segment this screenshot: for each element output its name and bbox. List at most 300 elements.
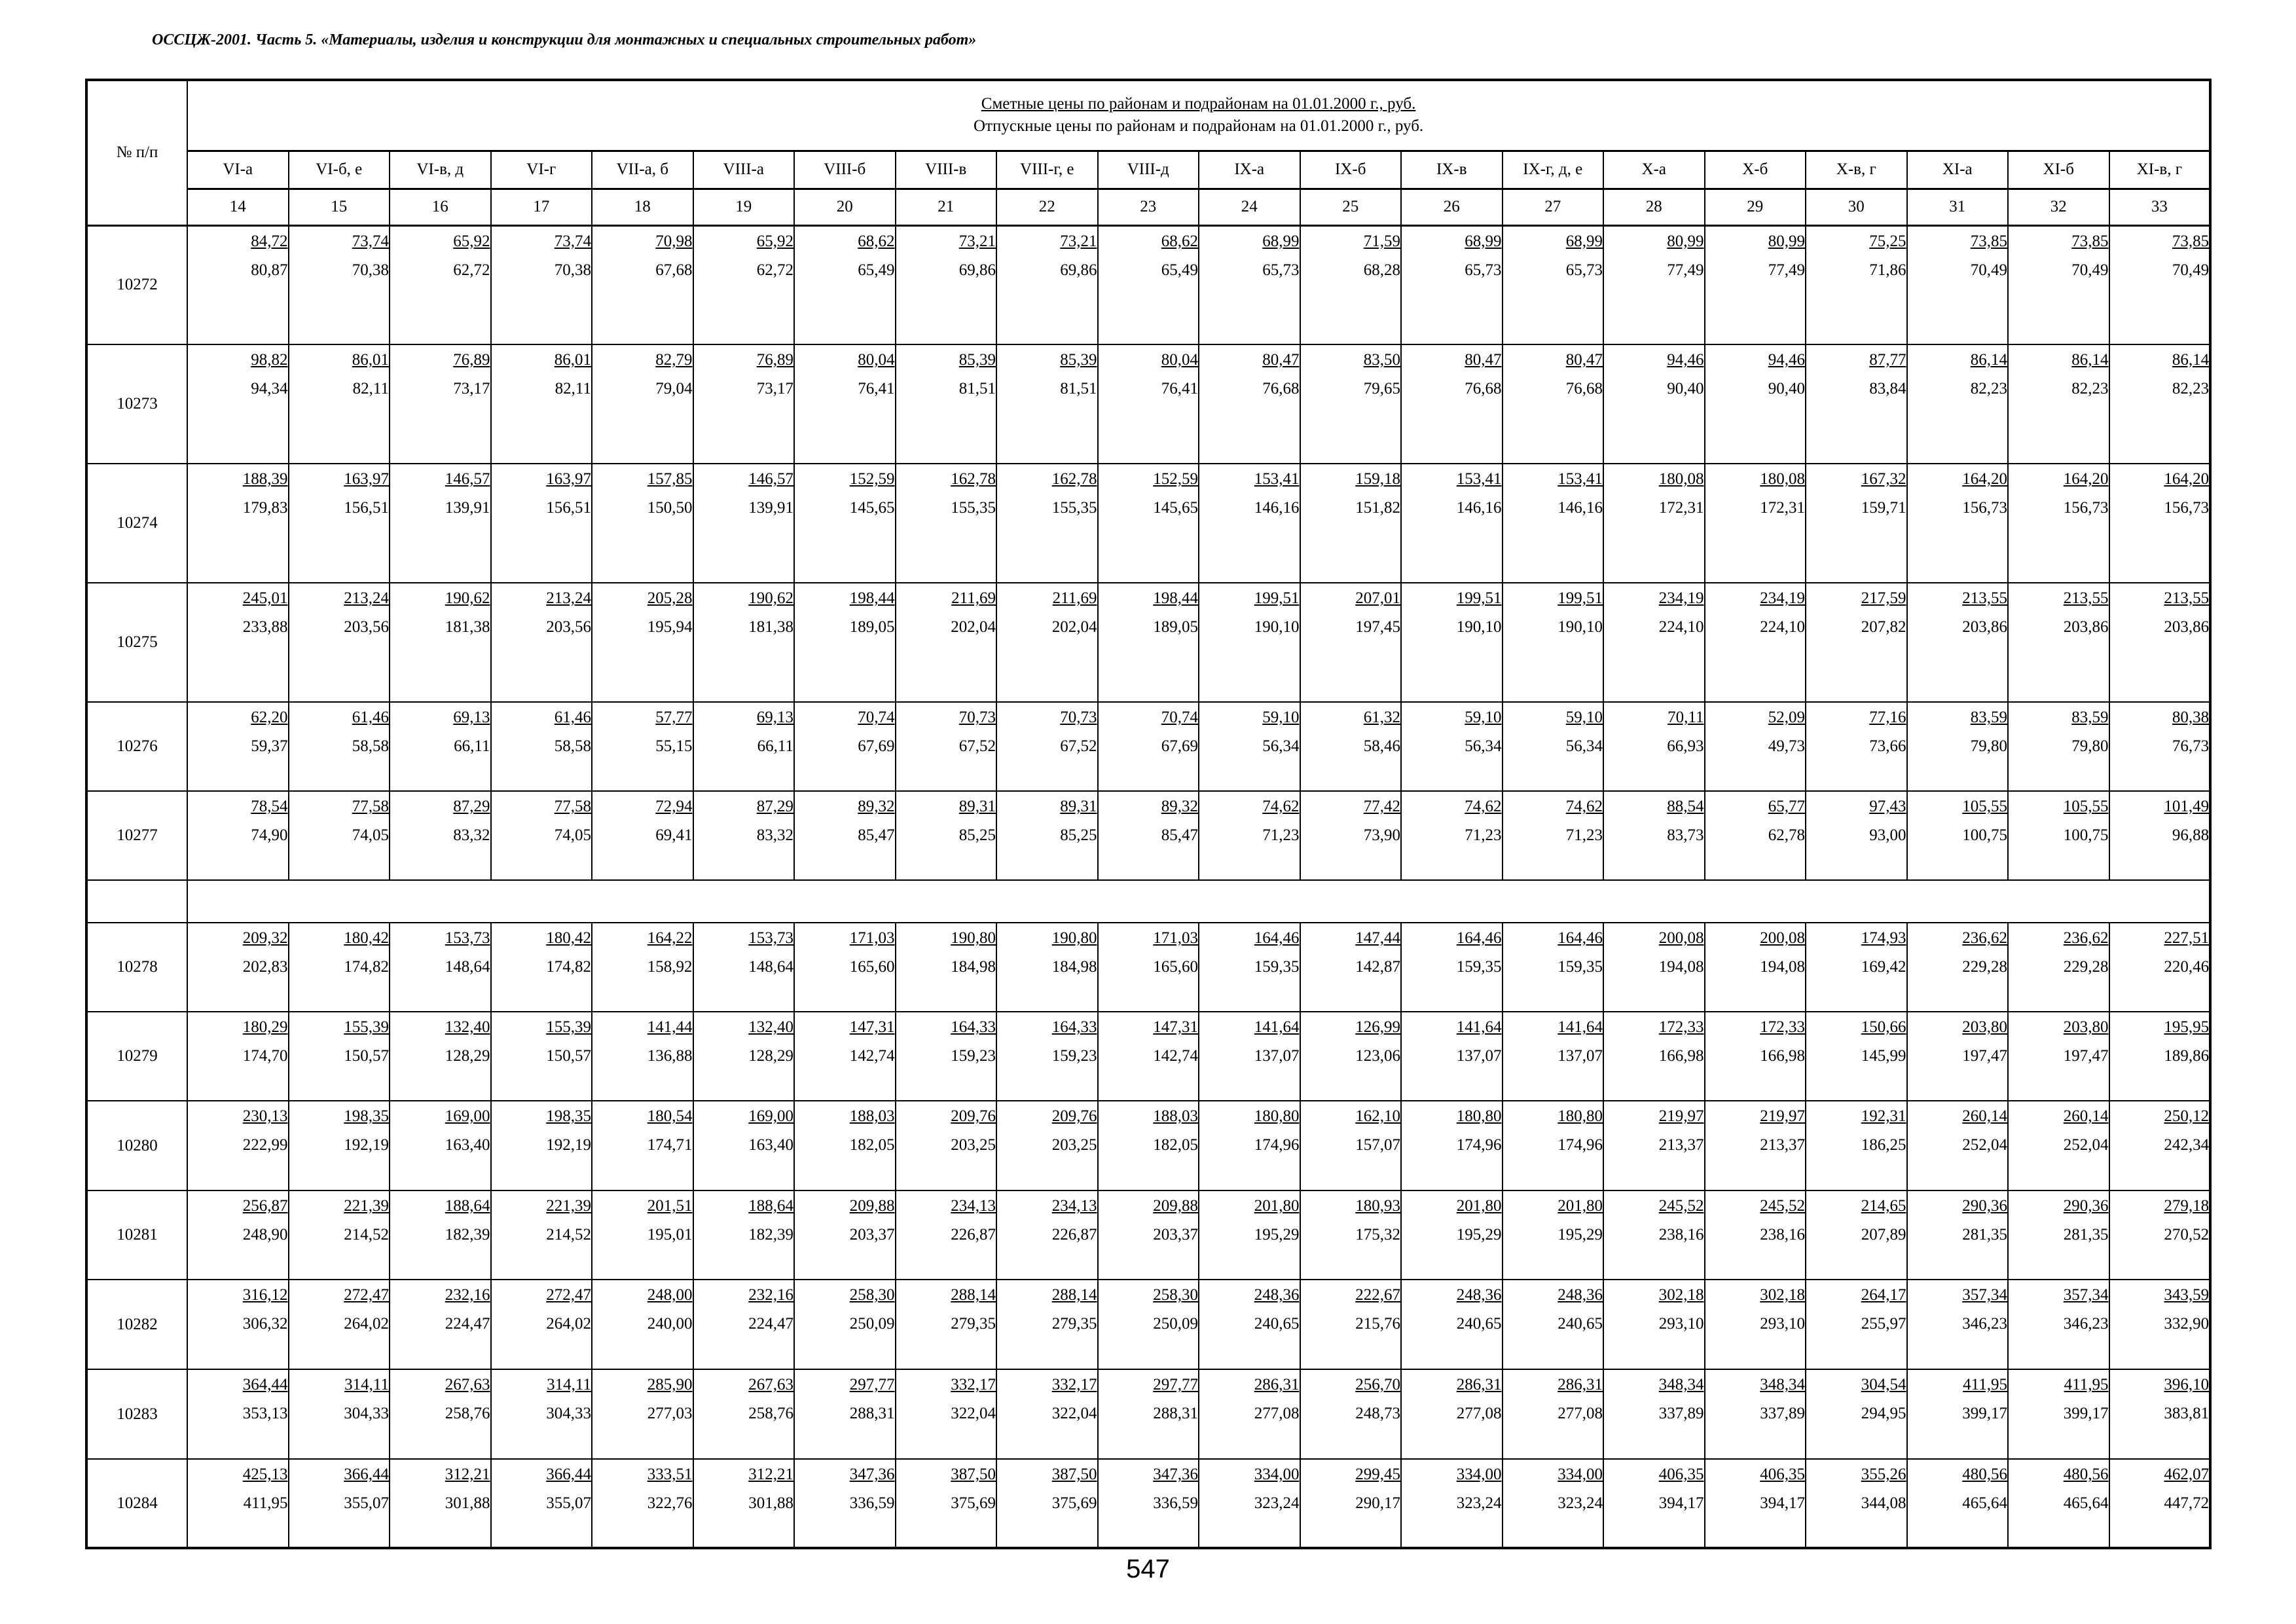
price-cell — [1401, 225, 1503, 344]
price-cell — [2109, 1459, 2211, 1548]
estimate-price: 357,34 — [2063, 1286, 2109, 1304]
region-header: IX-б — [1300, 151, 1402, 189]
price-cell — [1098, 1101, 1199, 1190]
price-cell — [289, 1280, 390, 1369]
release-price: 322,04 — [951, 1405, 996, 1422]
price-cell — [390, 923, 491, 1012]
price-cell — [1300, 791, 1402, 880]
estimate-price: 153,41 — [1456, 470, 1502, 488]
table-row — [86, 791, 2210, 880]
release-price: 142,87 — [1355, 958, 1400, 976]
estimate-price: 169,00 — [445, 1107, 490, 1125]
price-cell — [693, 583, 795, 702]
estimate-price: 141,64 — [1558, 1018, 1603, 1036]
release-price: 73,17 — [453, 380, 490, 397]
price-cell — [1503, 1012, 1604, 1101]
price-cell — [2109, 923, 2211, 1012]
price-cell — [592, 1190, 693, 1280]
price-cell — [1199, 791, 1300, 880]
release-price: 74,05 — [554, 826, 591, 844]
release-price: 301,88 — [748, 1494, 793, 1512]
release-price: 58,46 — [1363, 737, 1400, 755]
estimate-price: 248,36 — [1254, 1286, 1300, 1304]
price-cell — [896, 791, 997, 880]
table-row — [86, 702, 2210, 791]
release-price: 252,04 — [1962, 1136, 2007, 1154]
release-price: 270,52 — [2164, 1226, 2210, 1244]
estimate-price: 209,88 — [1153, 1197, 1198, 1215]
price-cell — [390, 1012, 491, 1101]
release-price: 174,82 — [344, 958, 389, 976]
estimate-price: 236,62 — [1962, 929, 2007, 947]
price-cell — [2008, 583, 2109, 702]
estimate-price: 73,21 — [958, 232, 996, 250]
column-number: 19 — [693, 189, 795, 225]
release-price: 323,24 — [1254, 1494, 1300, 1512]
release-price: 148,64 — [748, 958, 793, 976]
estimate-price: 222,67 — [1355, 1286, 1400, 1304]
release-price: 240,65 — [1558, 1315, 1603, 1333]
estimate-price: 167,32 — [1861, 470, 1906, 488]
estimate-price: 59,10 — [1465, 709, 1502, 726]
release-price: 58,58 — [554, 737, 591, 755]
price-cell — [390, 1459, 491, 1548]
release-price: 67,69 — [1161, 737, 1198, 755]
release-price: 128,29 — [445, 1047, 490, 1065]
table-row — [86, 344, 2210, 464]
column-number: 21 — [896, 189, 997, 225]
price-cell — [491, 791, 592, 880]
price-cell — [1503, 1101, 1604, 1190]
release-price: 139,91 — [445, 499, 490, 517]
release-price: 182,05 — [849, 1136, 895, 1154]
price-cell — [1300, 923, 1402, 1012]
release-price: 163,40 — [445, 1136, 490, 1154]
price-cell — [1603, 923, 1705, 1012]
price-cell — [996, 1280, 1098, 1369]
column-number: 22 — [996, 189, 1098, 225]
release-price: 70,49 — [2172, 261, 2210, 279]
release-price: 174,70 — [242, 1047, 288, 1065]
price-cell — [491, 1369, 592, 1459]
estimate-price: 70,11 — [1667, 709, 1704, 726]
estimate-price: 77,42 — [1363, 798, 1400, 815]
estimate-price: 80,47 — [1565, 351, 1603, 369]
release-price: 146,16 — [1254, 499, 1300, 517]
release-price: 137,07 — [1558, 1047, 1603, 1065]
estimate-price: 347,36 — [849, 1466, 895, 1483]
estimate-price: 164,20 — [1962, 470, 2007, 488]
estimate-price: 73,74 — [352, 232, 389, 250]
release-price: 277,08 — [1558, 1405, 1603, 1422]
release-price: 465,64 — [1962, 1494, 2007, 1512]
estimate-price: 153,41 — [1558, 470, 1603, 488]
release-price: 76,41 — [1161, 380, 1198, 397]
estimate-price: 105,55 — [2063, 798, 2109, 815]
region-header: X-б — [1705, 151, 1806, 189]
release-price: 56,34 — [1565, 737, 1603, 755]
price-cell — [1806, 791, 1907, 880]
price-cell — [289, 344, 390, 464]
estimate-price: 203,80 — [1962, 1018, 2007, 1036]
estimate-price: 209,32 — [242, 929, 288, 947]
release-price: 77,49 — [1768, 261, 1805, 279]
estimate-price: 343,59 — [2164, 1286, 2210, 1304]
release-price: 226,87 — [951, 1226, 996, 1244]
estimate-price: 221,39 — [546, 1197, 591, 1215]
price-cell — [390, 1280, 491, 1369]
release-price: 73,90 — [1363, 826, 1400, 844]
item-code: 10274 — [86, 464, 187, 583]
price-cell — [1806, 344, 1907, 464]
price-cell — [996, 583, 1098, 702]
estimate-price: 80,04 — [858, 351, 895, 369]
release-price: 394,17 — [1760, 1494, 1805, 1512]
estimate-price: 180,54 — [647, 1107, 693, 1125]
price-cell — [693, 344, 795, 464]
release-price: 213,37 — [1760, 1136, 1805, 1154]
price-cell — [1907, 225, 2009, 344]
price-cell — [2109, 225, 2211, 344]
estimate-price: 80,47 — [1262, 351, 1300, 369]
estimate-price: 286,31 — [1558, 1376, 1603, 1393]
estimate-price: 65,92 — [756, 232, 793, 250]
estimate-price: 288,14 — [1051, 1286, 1097, 1304]
estimate-price: 199,51 — [1456, 589, 1502, 607]
estimate-price: 61,46 — [352, 709, 389, 726]
release-price: 203,86 — [2063, 618, 2109, 636]
estimate-price: 180,42 — [344, 929, 389, 947]
estimate-price: 248,00 — [647, 1286, 693, 1304]
estimate-price: 387,50 — [1051, 1466, 1097, 1483]
release-price: 184,98 — [951, 958, 996, 976]
release-price: 142,74 — [1153, 1047, 1198, 1065]
price-cell — [491, 1012, 592, 1101]
price-cell — [1300, 1459, 1402, 1548]
estimate-price: 86,14 — [1970, 351, 2007, 369]
price-cell — [187, 344, 289, 464]
release-price: 76,68 — [1565, 380, 1603, 397]
estimate-price: 74,62 — [1465, 798, 1502, 815]
estimate-price: 286,31 — [1254, 1376, 1300, 1393]
estimate-price: 76,89 — [756, 351, 793, 369]
estimate-price: 61,32 — [1363, 709, 1400, 726]
price-cell — [491, 583, 592, 702]
price-cell — [794, 1459, 896, 1548]
price-cell — [1603, 583, 1705, 702]
estimate-price: 105,55 — [1962, 798, 2007, 815]
release-price: 65,49 — [1161, 261, 1198, 279]
estimate-price: 69,13 — [453, 709, 490, 726]
estimate-price: 89,31 — [958, 798, 996, 815]
estimate-price: 152,59 — [1153, 470, 1198, 488]
price-cell — [187, 1190, 289, 1280]
estimate-price: 286,31 — [1456, 1376, 1502, 1393]
release-price: 174,96 — [1456, 1136, 1502, 1154]
price-cell — [2008, 225, 2109, 344]
table-row — [86, 923, 2210, 1012]
estimate-price: 126,99 — [1355, 1018, 1400, 1036]
release-price: 174,96 — [1254, 1136, 1300, 1154]
region-header: VI-г — [491, 151, 592, 189]
estimate-price: 214,65 — [1861, 1197, 1906, 1215]
release-price: 240,65 — [1254, 1315, 1300, 1333]
item-code: 10284 — [86, 1459, 187, 1548]
estimate-price: 190,80 — [951, 929, 996, 947]
price-cell — [390, 464, 491, 583]
price-cell — [1705, 1280, 1806, 1369]
price-cell — [1907, 1190, 2009, 1280]
price-cell — [592, 1369, 693, 1459]
estimate-price: 232,16 — [445, 1286, 490, 1304]
release-price: 264,02 — [546, 1315, 591, 1333]
price-cell — [1199, 1280, 1300, 1369]
estimate-price: 164,22 — [647, 929, 693, 947]
separator-cell — [187, 880, 2210, 923]
release-price: 213,37 — [1658, 1136, 1704, 1154]
price-cell — [1603, 791, 1705, 880]
estimate-price: 248,36 — [1558, 1286, 1603, 1304]
price-cell — [592, 1459, 693, 1548]
release-price: 277,08 — [1456, 1405, 1502, 1422]
release-price: 194,08 — [1760, 958, 1805, 976]
release-price: 179,83 — [242, 499, 288, 517]
price-cell — [1401, 344, 1503, 464]
region-header: X-в, г — [1806, 151, 1907, 189]
estimate-price: 290,36 — [1962, 1197, 2007, 1215]
price-cell — [1098, 923, 1199, 1012]
estimate-price: 83,59 — [2071, 709, 2109, 726]
estimate-price: 73,85 — [2172, 232, 2210, 250]
estimate-price: 73,74 — [554, 232, 591, 250]
price-cell — [1300, 464, 1402, 583]
price-cell — [1603, 1101, 1705, 1190]
estimate-price: 234,19 — [1760, 589, 1805, 607]
price-cell — [1401, 583, 1503, 702]
release-price: 79,65 — [1363, 380, 1400, 397]
price-cell — [996, 464, 1098, 583]
price-cell — [996, 1369, 1098, 1459]
estimate-price: 190,80 — [1051, 929, 1097, 947]
release-price: 156,51 — [546, 499, 591, 517]
estimate-price: 213,55 — [2164, 589, 2210, 607]
price-cell — [289, 583, 390, 702]
price-cell — [390, 1101, 491, 1190]
item-code: 10280 — [86, 1101, 187, 1190]
estimate-price: 213,24 — [344, 589, 389, 607]
estimate-price: 192,31 — [1861, 1107, 1906, 1125]
price-cell — [1603, 1459, 1705, 1548]
region-header: XI-в, г — [2109, 151, 2211, 189]
release-price: 150,57 — [546, 1047, 591, 1065]
price-cell — [289, 1012, 390, 1101]
price-cell — [996, 225, 1098, 344]
release-price: 73,66 — [1869, 737, 1906, 755]
price-cell — [1907, 1459, 2009, 1548]
price-cell — [289, 464, 390, 583]
estimate-price: 68,99 — [1565, 232, 1603, 250]
item-code: 10273 — [86, 344, 187, 464]
estimate-price: 272,47 — [546, 1286, 591, 1304]
price-cell — [1907, 583, 2009, 702]
release-price: 207,89 — [1861, 1226, 1906, 1244]
price-cell — [390, 791, 491, 880]
estimate-price: 332,17 — [951, 1376, 996, 1393]
price-cell — [896, 923, 997, 1012]
price-cell — [1503, 225, 1604, 344]
price-cell — [2109, 583, 2211, 702]
estimate-price: 297,77 — [1153, 1376, 1198, 1393]
price-cell — [289, 923, 390, 1012]
release-price: 81,51 — [1060, 380, 1097, 397]
estimate-price: 141,64 — [1456, 1018, 1502, 1036]
release-price: 224,47 — [748, 1315, 793, 1333]
column-number: 32 — [2008, 189, 2109, 225]
table-row — [86, 1012, 2210, 1101]
estimate-price: 164,46 — [1558, 929, 1603, 947]
price-cell — [187, 791, 289, 880]
estimate-price: 147,44 — [1355, 929, 1400, 947]
release-price: 100,75 — [2063, 826, 2109, 844]
price-cell — [1300, 702, 1402, 791]
estimate-price: 299,45 — [1355, 1466, 1400, 1483]
estimate-price: 162,10 — [1355, 1107, 1400, 1125]
price-cell — [1199, 225, 1300, 344]
release-price: 240,00 — [647, 1315, 693, 1333]
price-cell — [2109, 1280, 2211, 1369]
release-price: 71,23 — [1262, 826, 1300, 844]
estimate-price: 153,41 — [1254, 470, 1300, 488]
estimate-price: 188,03 — [849, 1107, 895, 1125]
price-cell — [896, 1280, 997, 1369]
release-price: 279,35 — [951, 1315, 996, 1333]
price-cell — [187, 1012, 289, 1101]
region-header: VI-в, д — [390, 151, 491, 189]
price-cell — [693, 1459, 795, 1548]
estimate-price: 82,79 — [655, 351, 693, 369]
release-price: 294,95 — [1861, 1405, 1906, 1422]
estimate-price: 364,44 — [242, 1376, 288, 1393]
release-price: 145,65 — [849, 499, 895, 517]
release-price: 156,73 — [2063, 499, 2109, 517]
release-price: 197,47 — [1962, 1047, 2007, 1065]
column-number: 14 — [187, 189, 289, 225]
estimate-price: 203,80 — [2063, 1018, 2109, 1036]
estimate-price: 73,21 — [1060, 232, 1097, 250]
release-price: 85,25 — [1060, 826, 1097, 844]
estimate-price: 348,34 — [1658, 1376, 1704, 1393]
price-cell — [1907, 923, 2009, 1012]
estimate-price: 260,14 — [1962, 1107, 2007, 1125]
estimate-price: 198,35 — [546, 1107, 591, 1125]
price-cell — [289, 225, 390, 344]
release-price: 203,37 — [1153, 1226, 1198, 1244]
estimate-price: 230,13 — [242, 1107, 288, 1125]
estimate-price: 80,99 — [1768, 232, 1805, 250]
release-price: 172,31 — [1658, 499, 1704, 517]
table-row — [86, 1369, 2210, 1459]
release-price: 163,40 — [748, 1136, 793, 1154]
release-price: 62,78 — [1768, 826, 1805, 844]
release-price: 190,10 — [1254, 618, 1300, 636]
price-cell — [289, 791, 390, 880]
price-cell — [491, 225, 592, 344]
price-cell — [592, 1280, 693, 1369]
release-price: 189,05 — [849, 618, 895, 636]
release-price: 304,33 — [546, 1405, 591, 1422]
price-cell — [1806, 1012, 1907, 1101]
release-price: 79,04 — [655, 380, 693, 397]
price-cell — [1907, 1012, 2009, 1101]
price-cell — [2008, 1280, 2109, 1369]
release-price: 70,49 — [1970, 261, 2007, 279]
price-cell — [1098, 583, 1199, 702]
estimate-price: 462,07 — [2164, 1466, 2210, 1483]
price-cell — [1199, 583, 1300, 702]
region-header: VIII-б — [794, 151, 896, 189]
release-price: 214,52 — [344, 1226, 389, 1244]
release-price: 182,39 — [748, 1226, 793, 1244]
release-price: 79,80 — [2071, 737, 2109, 755]
price-cell — [2008, 1369, 2109, 1459]
release-price: 195,29 — [1558, 1226, 1603, 1244]
price-cell — [693, 1190, 795, 1280]
estimate-price: 290,36 — [2063, 1197, 2109, 1215]
release-price: 203,25 — [1051, 1136, 1097, 1154]
release-price: 65,73 — [1465, 261, 1502, 279]
release-price: 158,92 — [647, 958, 693, 976]
price-cell — [187, 923, 289, 1012]
price-cell — [1806, 1369, 1907, 1459]
price-cell — [491, 923, 592, 1012]
release-price: 83,84 — [1869, 380, 1906, 397]
release-price: 336,59 — [849, 1494, 895, 1512]
table-row — [86, 1459, 2210, 1548]
price-cell — [491, 1190, 592, 1280]
estimate-price: 236,62 — [2063, 929, 2109, 947]
price-cell — [1907, 791, 2009, 880]
price-cell — [1503, 1280, 1604, 1369]
price-cell — [794, 225, 896, 344]
release-price: 174,82 — [546, 958, 591, 976]
estimate-price: 89,32 — [1161, 798, 1198, 815]
price-cell — [1806, 583, 1907, 702]
price-table — [85, 79, 2212, 1549]
price-cell — [1705, 1101, 1806, 1190]
release-price: 202,83 — [242, 958, 288, 976]
release-price: 224,10 — [1760, 618, 1805, 636]
price-cell — [1806, 1190, 1907, 1280]
estimate-price: 302,18 — [1658, 1286, 1704, 1304]
estimate-price: 68,62 — [858, 232, 895, 250]
price-cell — [1300, 583, 1402, 702]
estimate-price: 198,44 — [849, 589, 895, 607]
release-price: 323,24 — [1456, 1494, 1502, 1512]
price-cell — [491, 1459, 592, 1548]
release-price: 165,60 — [849, 958, 895, 976]
release-price: 242,34 — [2164, 1136, 2210, 1154]
price-cell — [592, 583, 693, 702]
estimate-price: 87,29 — [453, 798, 490, 815]
price-cell — [693, 225, 795, 344]
release-price: 85,47 — [1161, 826, 1198, 844]
estimate-price: 162,78 — [1051, 470, 1097, 488]
release-price: 383,81 — [2164, 1405, 2210, 1422]
estimate-price: 288,14 — [951, 1286, 996, 1304]
estimate-price: 68,99 — [1465, 232, 1502, 250]
release-price: 399,17 — [2063, 1405, 2109, 1422]
price-cell — [1705, 702, 1806, 791]
